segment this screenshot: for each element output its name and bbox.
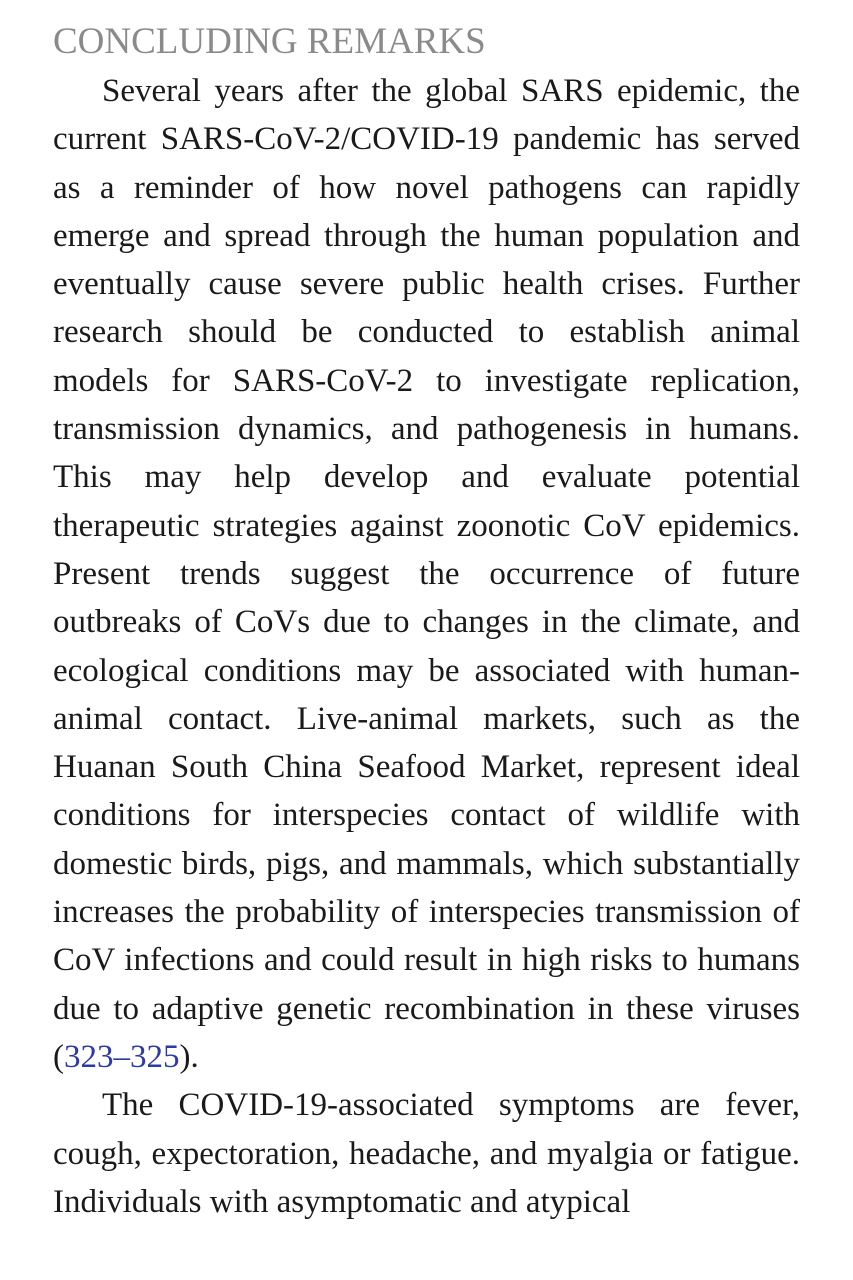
paragraph-2-text: The COVID-19-associated symptoms are fever, cough, expectoration, headache, and myalgia or fatigue. Individuals with asymptomatic and atypical bbox=[53, 1087, 800, 1220]
section-heading: CONCLUDING REMARKS bbox=[53, 21, 486, 62]
paragraph-1-text: Several years after the global SARS epidemic, the current SARS-CoV-2/COVID-19 pandemic has served as a reminder of how novel pathogens can rapidly emerge and spread through the human population and eventually cause severe public health crises. Further research should be conducted to establish animal models for SARS-CoV-2 to investigate replication, transmission dynamics, and pathogenesis in humans. This may help develop and evaluate potential therapeutic strategies against zoonotic CoV epidemics. Present trends suggest the occurrence of future outbreaks of CoVs due to changes in the climate, and ecological conditions may be associated with human-animal contact. Live-animal markets, such as the Huanan South China Seafood Market, represent ideal conditions for interspecies contact of wildlife with domestic birds, pigs, and mammals, which substantially increases the probability of interspecies transmission of CoV infections and could result in high risks to humans due to adaptive genetic recombination in these viruses ( bbox=[53, 73, 800, 1075]
citation-link[interactable]: 323–325 bbox=[64, 1038, 180, 1075]
paragraph-1-text-end: ). bbox=[179, 1038, 199, 1075]
paragraph-1 bbox=[53, 67, 800, 1081]
paragraph-2 bbox=[53, 1081, 800, 1226]
